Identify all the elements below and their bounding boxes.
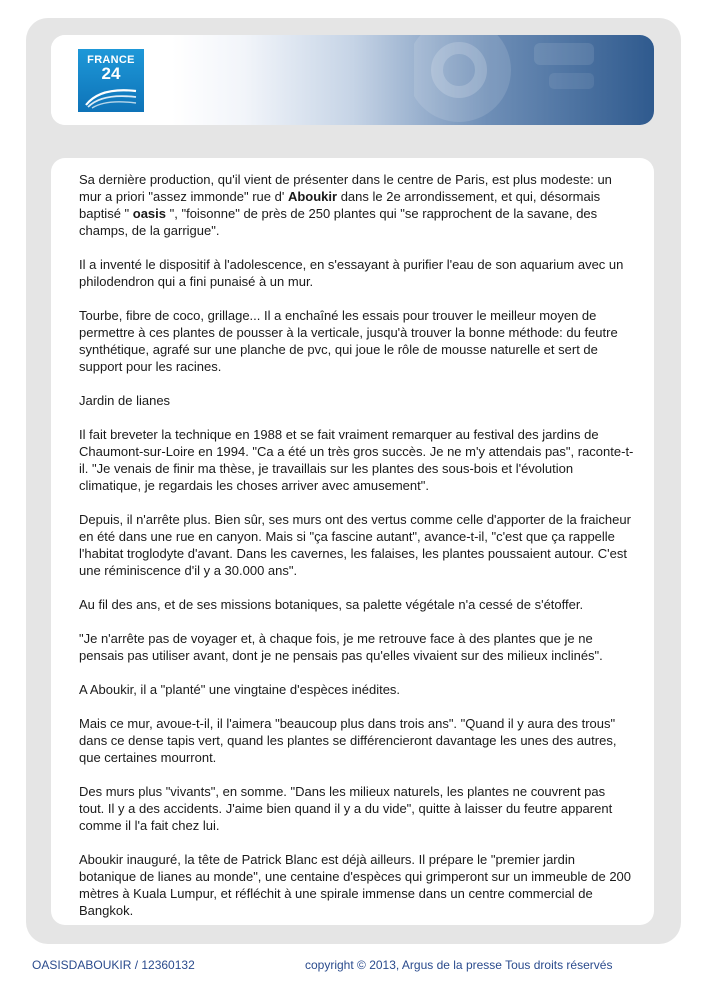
- article-paragraph: Mais ce mur, avoue-t-il, il l'aimera "beaucoup plus dans trois ans". "Quand il y aura des trous" dans ce dense tapis vert, quand les plantes se différencieront davantage les unes des autres, que certaines mourront.: [79, 716, 617, 765]
- article-paragraph: Tourbe, fibre de coco, grillage... Il a enchaîné les essais pour trouver le meilleur moyen de permettre à ces plantes de pousser à la verticale, jusqu'à trouver la bonne méthode: du feutre synthétique, agrafé sur une planche de pvc, qui joue le rôle de mousse naturelle et sert de support pour les racines.: [79, 308, 618, 374]
- article-paragraph: "Je n'arrête pas de voyager et, à chaque fois, je me retrouve face à des plantes que je ne pensais pas utiliser avant, dont je ne pensais pas qu'elles vivaient sur des milieux inclinés".: [79, 631, 603, 663]
- france24-logo: [78, 49, 144, 112]
- highlighted-term: Aboukir: [287, 189, 338, 204]
- article-paragraph: Il fait breveter la technique en 1988 et se fait vraiment remarquer au festival des jardins de Chaumont-sur-Loire en 1994. "Ca a été un très gros succès. Je ne m'y attendais pas", raconte-t-il. "Je venais de finir ma thèse, je travaillais sur les plantes des sous-bois et l'évolution climatique, je regardais les choses arriver avec amusement".: [79, 427, 634, 493]
- paragraph-text: ", "foisonne" de près de 250 plantes qui "se rapprochent de la savane, des champs, de la garrigue".: [79, 206, 598, 238]
- article-paragraph: [79, 171, 634, 239]
- article-paragraph: Il a inventé le dispositif à l'adolescence, en s'essayant à purifier l'eau de son aquarium avec un philodendron qui a fini punaisé à un mur.: [79, 257, 624, 289]
- logo-text-line1: FRANCE: [87, 54, 135, 66]
- header-decoration-icon: [414, 35, 654, 125]
- footer-copyright: copyright © 2013, Argus de la presse Tous droits réservés: [305, 958, 613, 972]
- paragraph-text: Sa dernière production, qu'il vient de présenter dans le centre de Paris, est plus modeste: un mur a priori "assez immonde" rue d': [79, 172, 612, 204]
- logo-waves-icon: [84, 85, 138, 109]
- article-paragraph: Depuis, il n'arrête plus. Bien sûr, ses murs ont des vertus comme celle d'apporter de la fraicheur en été dans une rue en canyon. Mais si "ça fascine autant", avance-t-il, "c'est que ça rappelle l'habitat troglodyte d'avant. Dans les cavernes, les falaises, les plantes poussaient autour. C'est une réminiscence d'il y a 30.000 ans".: [79, 512, 631, 578]
- article-paragraph: Des murs plus "vivants", en somme. "Dans les milieux naturels, les plantes ne couvrent pas tout. Il y a des accidents. J'aime bien quand il y a du vide", quitte à laisser du feutre apparent comme il l'a fait chez lui.: [79, 784, 613, 833]
- highlighted-term: oasis: [132, 206, 167, 221]
- article-paragraph: A Aboukir, il a "planté" une vingtaine d'espèces inédites.: [79, 682, 401, 697]
- article-subheading: Jardin de lianes: [79, 393, 171, 408]
- paragraph-text: dans le 2e arrondissement, et qui, désormais baptisé ": [79, 189, 601, 221]
- footer-reference: OASISDABOUKIR / 12360132: [32, 958, 195, 972]
- article-paragraph: Aboukir inauguré, la tête de Patrick Blanc est déjà ailleurs. Il prépare le "premier jardin botanique de lianes au monde", une centaine d'espèces qui grimperont sur un immeuble de 200 mètres à Kuala Lumpur, et réfléchit à une spirale immense dans un centre commercial de Bangkok.: [79, 852, 632, 918]
- header-banner: [51, 35, 654, 125]
- content-panel: [51, 158, 654, 925]
- article-paragraph: Au fil des ans, et de ses missions botaniques, sa palette végétale n'a cessé de s'étoffer.: [79, 597, 584, 612]
- logo-text-line2: 24: [101, 64, 121, 83]
- article-body: [79, 171, 634, 936]
